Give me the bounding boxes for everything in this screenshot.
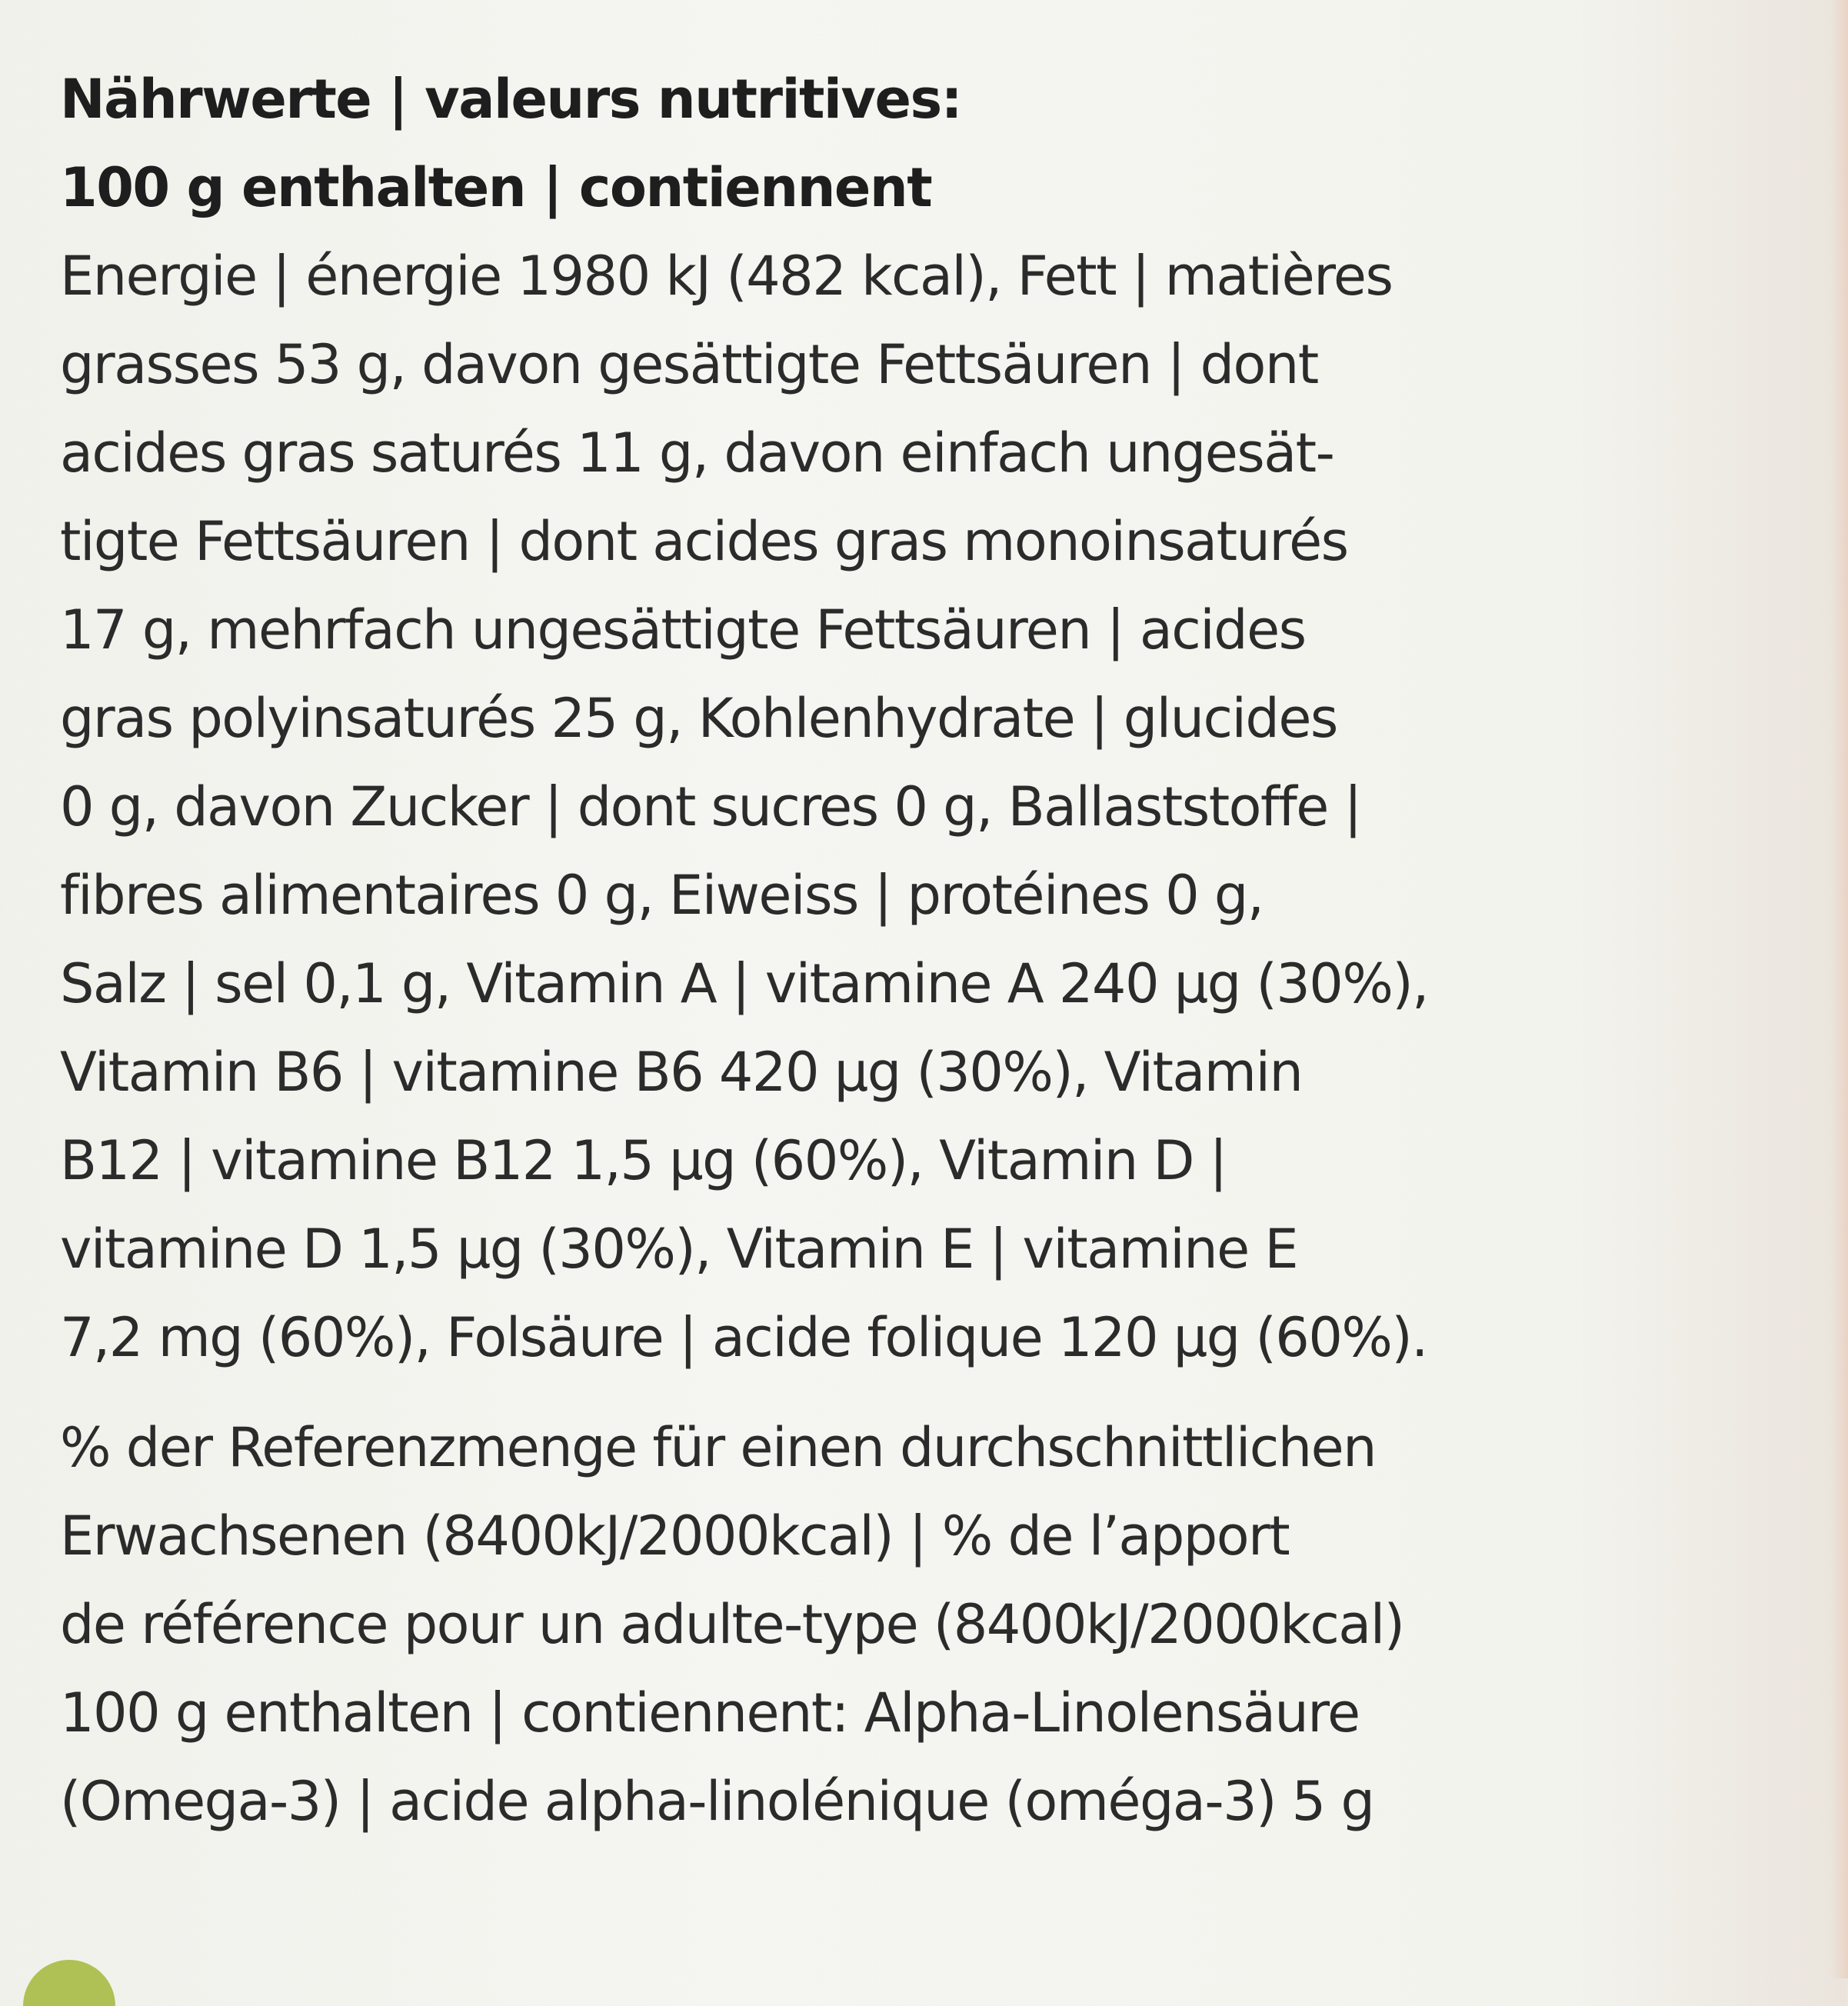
nutrition-line: Vitamin B6 | vitamine B6 420 µg (30%), Vitamin (60, 1041, 1303, 1104)
reference-line: % der Referenzmenge für einen durchschnittlichen (60, 1416, 1377, 1479)
nutrition-line: Energie | énergie 1980 kJ (482 kcal), Fett | matières (60, 245, 1393, 308)
package-edge (1831, 0, 1848, 1978)
nutrition-line: Salz | sel 0,1 g, Vitamin A | vitamine A 240 µg (30%), (60, 952, 1428, 1015)
nutrition-line: grasses 53 g, davon gesättigte Fettsäuren | dont (60, 333, 1318, 396)
paragraph-gap (60, 1382, 1821, 1404)
reference-line: de référence pour un adulte-type (8400kJ/2000kcal) (60, 1593, 1404, 1656)
nutrition-line: fibres alimentaires 0 g, Eiweiss | protéines 0 g, (60, 864, 1264, 927)
nutrition-line: 7,2 mg (60%), Folsäure | acide folique 120 µg (60%). (60, 1306, 1427, 1369)
nutrition-line: acides gras saturés 11 g, davon einfach ungesät- (60, 422, 1334, 485)
nutrition-line: vitamine D 1,5 µg (30%), Vitamin E | vitamine E (60, 1218, 1298, 1281)
heading-serving: 100 g enthalten | contiennent (60, 156, 932, 219)
logo-fragment (23, 1960, 115, 2006)
nutrition-line: 17 g, mehrfach ungesättigte Fettsäuren | acides (60, 598, 1306, 661)
nutrition-line: tigte Fettsäuren | dont acides gras monoinsaturés (60, 510, 1348, 573)
reference-line: Erwachsenen (8400kJ/2000kcal) | % de l’apport (60, 1504, 1290, 1568)
heading-title: Nährwerte | valeurs nutritives: (60, 68, 962, 131)
reference-line: 100 g enthalten | contiennent: Alpha-Linolensäure (60, 1681, 1360, 1744)
nutrition-line: B12 | vitamine B12 1,5 µg (60%), Vitamin D | (60, 1129, 1227, 1192)
nutrition-text-block (60, 55, 1821, 1846)
nutrition-line: gras polyinsaturés 25 g, Kohlenhydrate | glucides (60, 687, 1337, 750)
nutrition-line: 0 g, davon Zucker | dont sucres 0 g, Ballaststoffe | (60, 775, 1361, 838)
reference-line: (Omega-3) | acide alpha-linolénique (oméga-3) 5 g (60, 1770, 1374, 1833)
